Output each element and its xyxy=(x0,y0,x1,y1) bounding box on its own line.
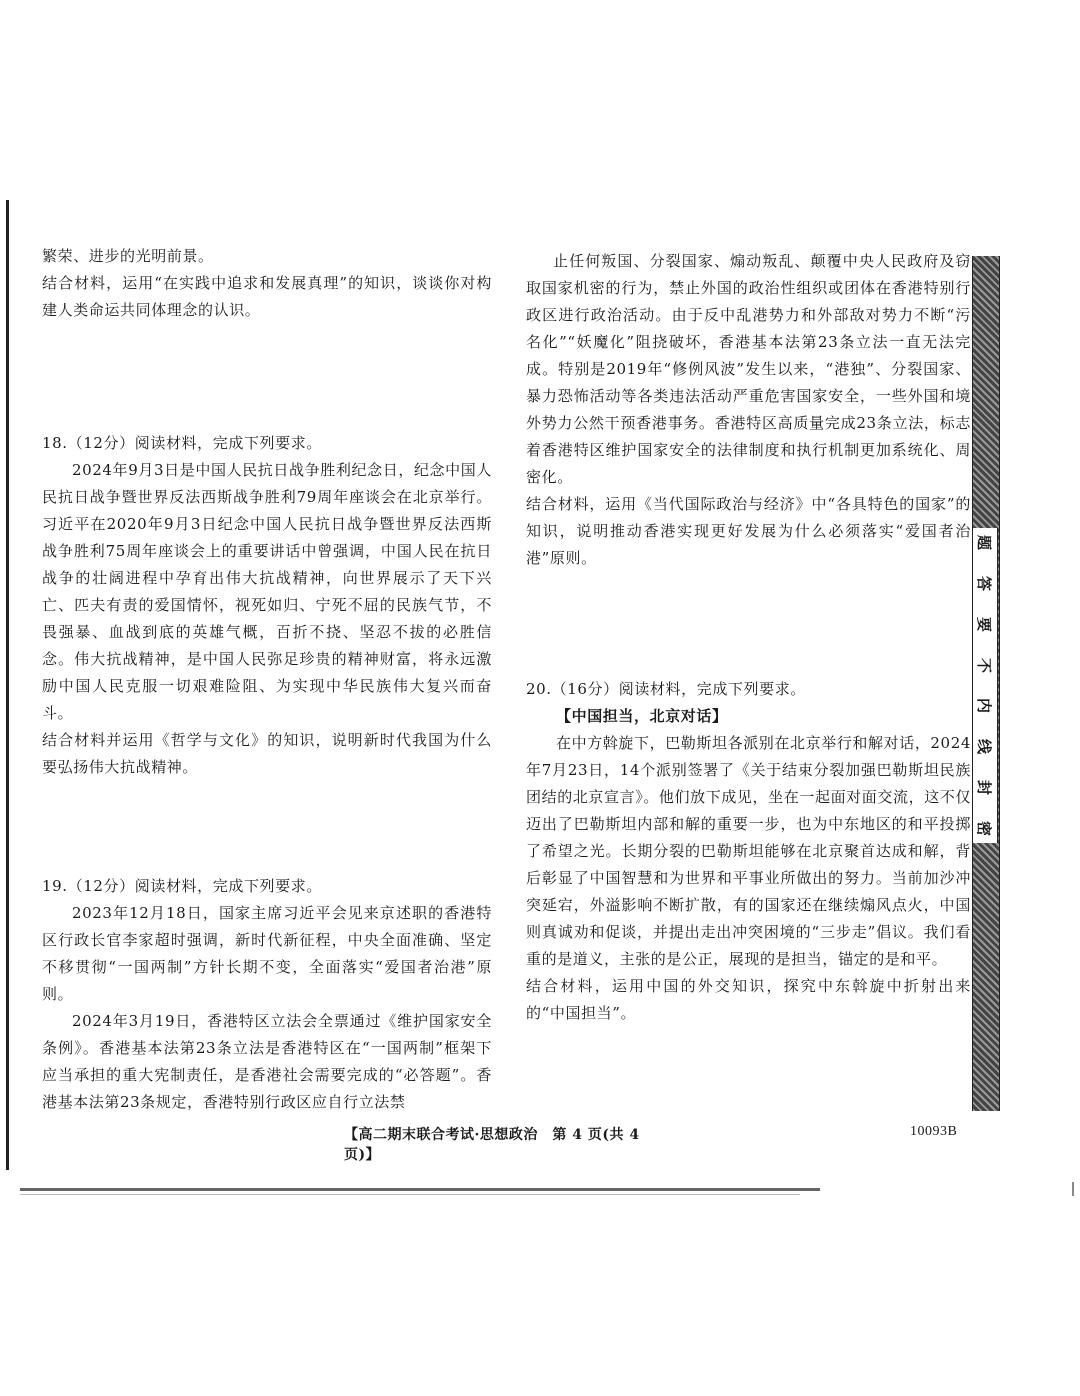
exam-code: 10093B xyxy=(910,1124,958,1139)
answer-space xyxy=(42,781,492,873)
binding-char: 线 xyxy=(975,739,994,755)
binding-char: 内 xyxy=(975,698,994,714)
q20-subtitle: 【中国担当，北京对话】 xyxy=(556,707,728,725)
q19-material-2: 2024年3月19日，香港特区立法会全票通过《维护国家安全条例》。香港基本法第23条立法是香港特区在“一国两制”框架下应当承担的重大宪制责任，是香港社会需要完成的“必答题”。香港基本法第23条规定，香港特别行政区应自行立法禁 xyxy=(42,1012,492,1111)
q20-header: 20.（16分）阅读材料，完成下列要求。 xyxy=(526,680,806,698)
scan-edge-bottom-shadow xyxy=(20,1194,800,1195)
binding-char: 不 xyxy=(975,657,994,673)
binding-char: 密 xyxy=(975,820,994,836)
q17-prompt: 结合材料，运用“在实践中追求和发展真理”的知识，谈谈你对构建人类命运共同体理念的认识。 xyxy=(42,274,492,319)
q18-material: 2024年9月3日是中国人民抗日战争胜利纪念日，纪念中国人民抗日战争暨世界反法西斯战争胜利79周年座谈会在北京举行。习近平在2020年9月3日纪念中国人民抗日战争暨世界反法西斯战争胜利75周年座谈会上的重要讲话中曾强调，中国人民在抗日战争的壮阔进程中孕育出伟大抗战精神，向世界展示了天下兴亡、匹夫有责的爱国情怀，视死如归、宁死不屈的民族气节，不畏强暴、血战到底的英雄气概，百折不挠、坚忍不拔的必胜信念。伟大抗战精神，是中国人民弥足珍贵的精神财富，将永远激励中国人民克服一切艰难险阻、为实现中华民族伟大复兴而奋斗。 xyxy=(42,461,492,722)
binding-char: 答 xyxy=(975,575,994,591)
binding-char: 封 xyxy=(975,780,994,796)
binding-char: 要 xyxy=(975,616,994,632)
q19-material-continued: 止任何叛国、分裂国家、煽动叛乱、颠覆中央人民政府及窃取国家机密的行为，禁止外国的政治性组织或团体在香港特别行政区进行政治活动。由于反中乱港势力和外部敌对势力不断“污名化”“妖魔化”阻挠破坏，香港基本法第23条立法一直无法完成。特别是2019年“修例风波”发生以来，“港独”、分裂国家、暴力恐怖活动等各类违法活动严重危害国家安全，一些外国和境外势力公然干预香港事务。香港特区高质量完成23条立法，标志着香港特区维护国家安全的法律制度和执行机制更加系统化、周密化。 xyxy=(526,252,971,486)
q19-material-1: 2023年12月18日，国家主席习近平会见来京述职的香港特区行政长官李家超时强调，新时代新征程，中央全面准确、坚定不移贯彻“一国两制”方针长期不变，全面落实“爱国者治港”原则。 xyxy=(42,904,492,1003)
q19-header: 19.（12分）阅读材料，完成下列要求。 xyxy=(42,877,322,895)
q18-prompt: 结合材料并运用《哲学与文化》的知识，说明新时代我国为什么要弘扬伟大抗战精神。 xyxy=(42,731,492,776)
page-footer: 【高二期末联合考试·思想政治 第 4 页(共 4 页)】 xyxy=(344,1127,640,1163)
scan-mark xyxy=(1072,1182,1074,1196)
answer-space xyxy=(42,324,492,430)
q20-prompt: 结合材料，运用中国的外交知识，探究中东斡旋中折射出来的“中国担当”。 xyxy=(526,977,971,1022)
binding-char: 题 xyxy=(975,534,994,551)
scan-edge-bottom xyxy=(20,1188,820,1191)
q18-header: 18.（12分）阅读材料，完成下列要求。 xyxy=(42,434,322,452)
answer-space xyxy=(526,572,971,676)
right-column xyxy=(526,248,971,1027)
q20-material: 在中方斡旋下，巴勒斯坦各派别在北京举行和解对话，2024年7月23日，14个派别签署了《关于结束分裂加强巴勒斯坦民族团结的北京宣言》。他们放下成见，坐在一起面对面交流，这不仅迈出了巴勒斯坦内部和解的重要一步，也为中东地区的和平投掷了希望之光。长期分裂的巴勒斯坦能够在北京聚首达成和解，背后彰显了中国智慧和为世界和平事业所做出的努力。当前加沙冲突延宕，外溢影响不断扩散，有的国家还在继续煽风点火，中国则真诚劝和促谈，并提出走出冲突困境的“三步走”倡议。我们看重的是道义，主张的是公正，展现的是担当，锚定的是和平。 xyxy=(526,734,971,968)
left-column xyxy=(42,243,492,1116)
scan-edge-left xyxy=(6,200,9,1170)
q19-prompt: 结合材料，运用《当代国际政治与经济》中“各具特色的国家”的知识，说明推动香港实现更好发展为什么必须落实“爱国者治港”原则。 xyxy=(526,495,971,567)
q17-tail: 繁荣、进步的光明前景。 xyxy=(42,247,214,265)
binding-warning-label xyxy=(972,528,998,843)
